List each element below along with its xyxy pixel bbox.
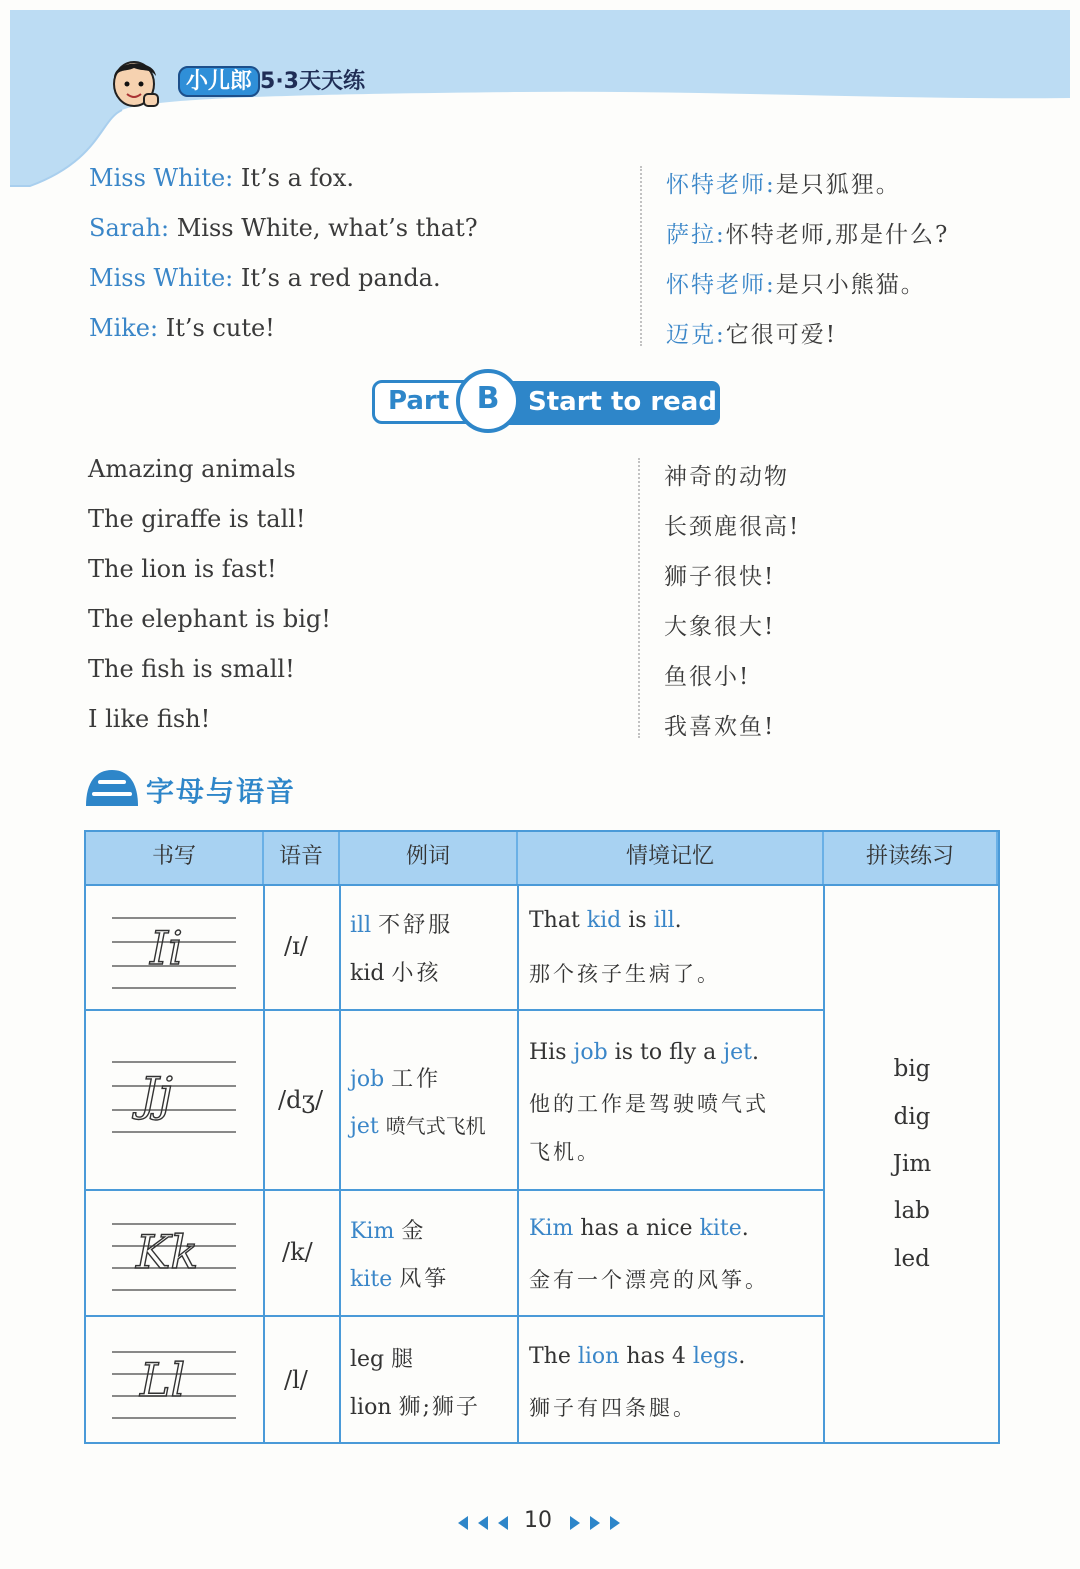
header-writing: 书写 [86,832,264,884]
reading-line-en: The elephant is big! [88,605,331,633]
reading-line-en: Amazing animals [88,455,296,483]
example-word [350,1390,480,1421]
part-letter-circle [456,369,520,433]
table-rule [517,884,519,1442]
word-zh: 小孩 [391,961,442,986]
speaker-zh: 怀特老师: [666,172,776,198]
word-en: job [350,1067,385,1092]
letter-ll-writing-guide [110,1340,238,1424]
reading-line-zh: 鱼很小! [664,664,751,690]
section-title: 字母与语音 [146,775,297,808]
example-word [350,1342,416,1373]
table-rule [86,1315,824,1317]
practice-word: dig [893,1104,931,1130]
boy-mascot-icon [104,54,168,112]
context-translation: 那个孩子生病了。 [529,962,721,986]
reading-line-en: The giraffe is tall! [88,505,306,533]
word-en: jet [350,1114,379,1139]
table-rule [86,884,998,886]
part-title-box [498,381,720,425]
speaker-zh: 萨拉: [666,222,726,248]
letter-kk-writing-guide [110,1212,238,1296]
word-en: kite [350,1267,393,1292]
letter-glyph: Kk [136,1225,199,1279]
practice-word: big [893,1056,931,1082]
speaker: Miss White: [89,264,234,292]
brand-logo [178,64,365,95]
triangle-left-icon [498,1516,508,1530]
example-word [350,1262,449,1293]
triangle-left-icon [458,1516,468,1530]
header-practice: 拼读练习 [824,832,998,884]
speaker: Mike: [89,314,159,342]
reading-line-en: The lion is fast! [88,555,277,583]
part-b-badge [372,367,720,439]
line-text: Miss White, what’s that? [169,214,478,242]
dialogue-line-en [89,314,275,342]
word-en: lion [350,1395,392,1420]
word-en: ill [350,913,372,938]
table-rule [263,884,265,1442]
triangle-right-icon [570,1516,580,1530]
context-sentence: That kid is ill. [529,908,682,933]
section-number-two-icon [84,766,140,808]
reading-line-en: I like fish! [88,705,211,733]
reading-line-en: The fish is small! [88,655,295,683]
triangle-right-icon [590,1516,600,1530]
context-translation: 他的工作是驾驶喷气式 [529,1092,769,1116]
practice-word: Jim [892,1151,932,1177]
speaker: Sarah: [89,214,170,242]
example-word [350,956,441,987]
dialogue-line-en [89,164,354,192]
line-text: It’s a red panda. [233,264,441,292]
dialogue-line-zh [666,316,837,349]
column-divider [640,166,642,346]
reading-line-zh: 狮子很快! [664,564,776,590]
speaker-zh: 怀特老师: [666,272,776,298]
line-text-zh: 怀特老师,那是什么? [725,222,950,248]
reading-line-zh: 大象很大! [664,614,776,640]
dialogue-line-zh [666,166,901,199]
word-zh: 工作 [391,1067,442,1092]
line-text: It’s cute! [158,314,275,342]
word-en: kid [350,961,385,986]
word-zh: 不舒服 [378,913,454,938]
reading-line-zh: 长颈鹿很高! [664,514,801,540]
phonetic-symbol: /dʒ/ [278,1086,324,1114]
example-word [350,1214,426,1245]
page-footer [456,1508,626,1538]
line-text-zh: 是只狐狸。 [775,172,901,198]
example-word [350,908,453,939]
word-zh: 风筝 [399,1267,450,1292]
word-zh: 喷气式飞机 [385,1114,486,1138]
column-divider [638,458,640,738]
part-label: Part [388,386,450,416]
letter-jj-writing-guide [110,1052,238,1152]
word-zh: 金 [401,1219,427,1244]
table-rule [86,1009,824,1011]
part-letter: B [476,381,500,416]
example-word [350,1062,441,1093]
header-phonetic: 语音 [264,832,340,884]
dialogue-line-en [89,264,441,292]
page-number: 10 [524,1508,552,1533]
line-text-zh: 它很可爱! [725,322,837,348]
phonics-table [84,830,1000,1444]
phonetic-symbol: /l/ [284,1366,308,1394]
context-translation: 金有一个漂亮的风筝。 [529,1268,769,1292]
phonetic-symbol: /k/ [282,1238,313,1266]
triangle-left-icon [478,1516,488,1530]
speaker: Miss White: [89,164,234,192]
header-context-memory: 情境记忆 [518,832,824,884]
letter-glyph: Jj [140,1067,173,1121]
part-title: Start to read [528,387,717,417]
word-zh: 腿 [391,1347,417,1372]
word-en: Kim [350,1219,395,1244]
table-rule [86,1189,824,1191]
phonetic-symbol: /ɪ/ [284,932,308,960]
letter-ii-writing-guide [110,904,238,992]
dialogue-line-en [89,214,478,242]
context-sentence: His job is to fly a jet. [529,1040,759,1065]
brand-highlight: 小儿郎 [178,66,260,97]
line-text: It’s a fox. [233,164,355,192]
line-text-zh: 是只小熊猫。 [775,272,926,298]
context-sentence: Kim has a nice kite. [529,1216,749,1241]
brand-rest: 5·3天天练 [260,69,365,94]
context-translation: 狮子有四条腿。 [529,1396,697,1420]
dialogue-line-zh [666,216,949,249]
letter-glyph: Ll [140,1353,186,1407]
context-translation: 飞机。 [529,1140,601,1164]
letter-glyph: Ii [150,921,183,975]
word-zh: 狮;狮子 [398,1395,480,1420]
practice-word: led [894,1246,930,1272]
practice-word: lab [894,1198,930,1224]
reading-line-zh: 神奇的动物 [664,464,789,490]
triangle-right-icon [610,1516,620,1530]
reading-line-zh: 我喜欢鱼! [664,714,776,740]
example-word [350,1110,486,1139]
dialogue-line-zh [666,266,926,299]
context-sentence: The lion has 4 legs. [529,1344,746,1369]
header-example-words: 例词 [340,832,518,884]
speaker-zh: 迈克: [666,322,726,348]
table-rule [339,884,341,1442]
word-en: leg [350,1347,385,1372]
